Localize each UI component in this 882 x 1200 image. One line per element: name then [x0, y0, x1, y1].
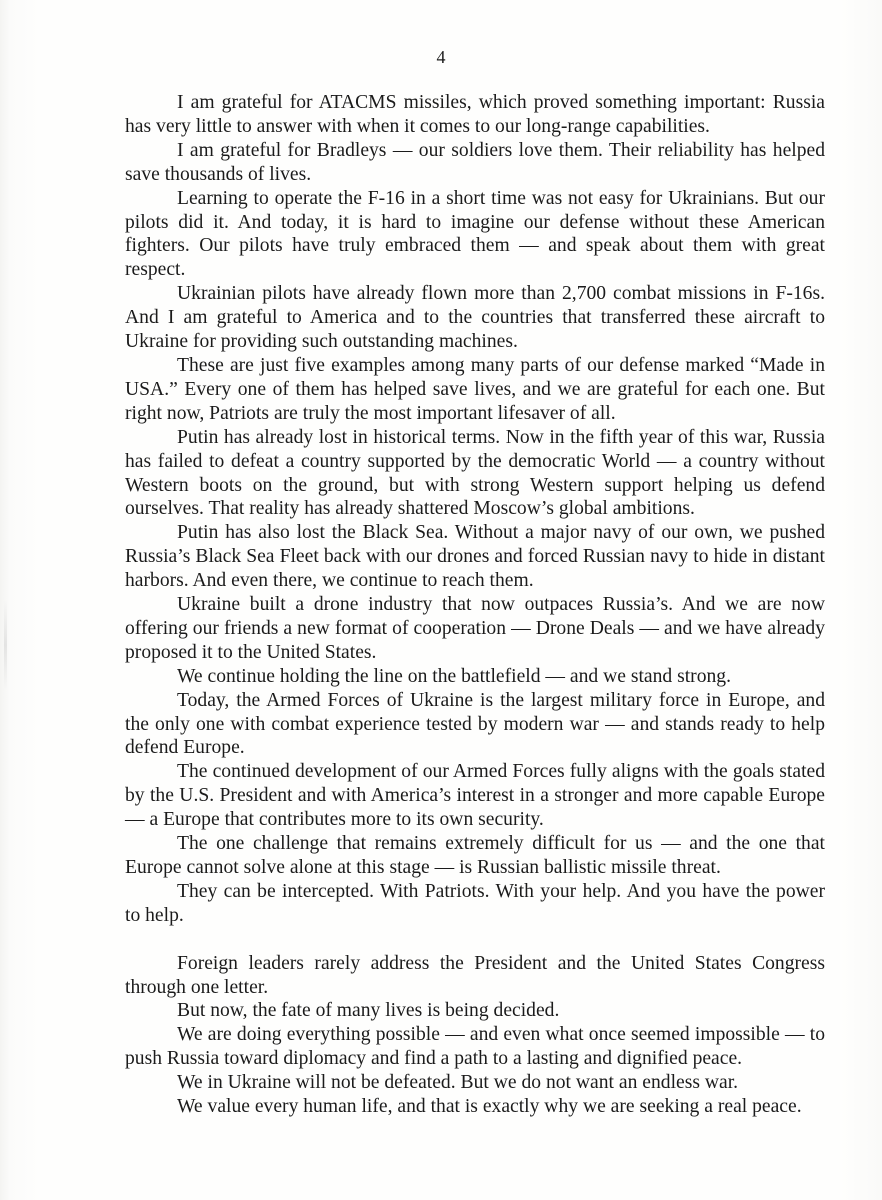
- paragraph-diplomacy: We are doing everything possible — and even what once seemed impossible — to push Russia toward diplomacy and find a path to a lasting and dignified peace.: [125, 1024, 825, 1070]
- paragraph-putin-lost: Putin has already lost in historical terms. Now in the fifth year of this war, Russia has failed to defeat a country supported by the democratic World — a country without Western boots on the ground, but with strong Western support helping us defend ourselves. That reality has already shattered Moscow’s global ambitions.: [125, 426, 825, 520]
- paragraph-bradleys: I am grateful for Bradleys — our soldiers love them. Their reliability has helped save thousands of lives.: [125, 139, 825, 185]
- paragraph-fate-of-lives: But now, the fate of many lives is being decided.: [177, 1000, 560, 1022]
- paragraph-made-in-usa: These are just five examples among many parts of our defense marked “Made in USA.” Every one of them has helped save lives, and we are grateful for each one. But right now, Patriots are truly the most important lifesaver of all.: [125, 354, 825, 424]
- paragraph-real-peace: We value every human life, and that is exactly why we are seeking a real peace.: [177, 1096, 802, 1118]
- paragraph-drone-industry: Ukraine built a drone industry that now outpaces Russia’s. And we are now offering our friends a new format of cooperation — Drone Deals — and we have already proposed it to the United States.: [125, 594, 825, 663]
- paragraph-intercepted: They can be intercepted. With Patriots. With your help. And you have the power to help.: [125, 880, 825, 926]
- letter-body: [125, 91, 825, 1119]
- paragraph-f16-missions: Ukrainian pilots have already flown more than 2,700 combat missions in F-16s. And I am grateful to America and to the countries that transferred these aircraft to Ukraine for providing such outstanding machines.: [125, 283, 825, 353]
- paragraph-atacms: I am grateful for ATACMS missiles, which proved something important: Russia has very little to answer with when it comes to our long-range capabilities.: [125, 92, 825, 137]
- paragraph-holding-line: We continue holding the line on the battlefield — and we stand strong.: [177, 665, 731, 687]
- paragraph-ballistic-threat: The one challenge that remains extremely difficult for us — and the one that Europe cannot solve alone at this stage — is Russian ballistic missile threat.: [125, 833, 825, 878]
- scan-edge-mark: [4, 600, 7, 690]
- paragraph-foreign-leaders: Foreign leaders rarely address the President and the United States Congress through one letter.: [125, 952, 825, 998]
- paragraph-f16-training: Learning to operate the F-16 in a short time was not easy for Ukrainians. But our pilots did it. And today, it is hard to imagine our defense without these American fighters. Our pilots have truly embraced them — and speak about them with great respect.: [125, 187, 825, 281]
- paragraph-development-goals: The continued development of our Armed Forces fully aligns with the goals stated by the U.S. President and with America’s interest in a stronger and more capable Europe — a Europe that contributes more to its own security.: [125, 761, 825, 831]
- paragraph-not-defeated: We in Ukraine will not be defeated. But we do not want an endless war.: [177, 1072, 739, 1094]
- paragraph-black-sea: Putin has also lost the Black Sea. Without a major navy of our own, we pushed Russia’s Black Sea Fleet back with our drones and forced Russian navy to hide in distant harbors. And even there, we continue to reach them.: [125, 522, 825, 592]
- paragraph-armed-forces: Today, the Armed Forces of Ukraine is the largest military force in Europe, and the only one with combat experience tested by modern war — and stands ready to help defend Europe.: [125, 689, 825, 759]
- page-number: 4: [436, 47, 446, 67]
